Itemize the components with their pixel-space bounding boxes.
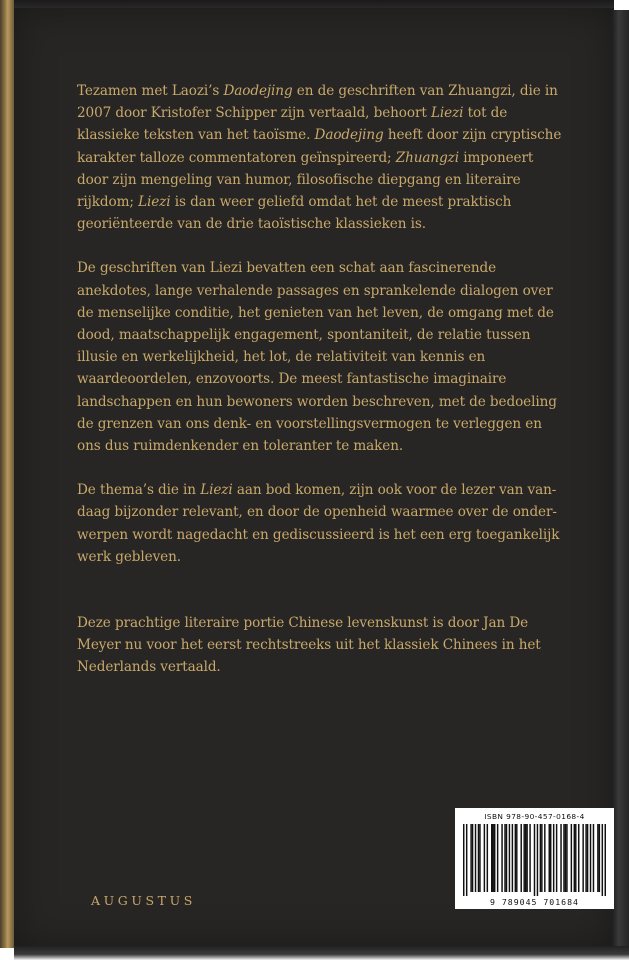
barcode-bar	[523, 824, 524, 892]
barcode-bar	[590, 824, 591, 892]
barcode-bar	[525, 824, 526, 892]
barcode-bar	[501, 824, 502, 892]
barcode-bar	[587, 824, 588, 892]
publisher-name: AUGUSTUS	[91, 893, 196, 908]
barcode-bar	[534, 824, 535, 896]
barcode-bar	[550, 824, 551, 892]
barcode-bar	[565, 824, 566, 892]
barcode-bar	[470, 824, 471, 892]
barcode-bar	[599, 824, 600, 892]
barcode-bar	[560, 824, 561, 892]
isbn-barcode	[455, 808, 614, 909]
barcode-bar	[556, 824, 557, 892]
barcode-bar	[475, 824, 476, 892]
barcode-bar	[566, 824, 567, 892]
barcode-bar	[582, 824, 583, 892]
book-spine-edge	[0, 0, 14, 948]
barcode-bar	[472, 824, 473, 892]
barcode-bar	[540, 824, 541, 892]
title-daodejing: Daodejing	[314, 127, 384, 144]
barcode-bar	[574, 824, 575, 892]
barcode-bar	[605, 824, 606, 896]
barcode-bar	[602, 824, 603, 896]
blurb-paragraph-2: De geschriften van Liezi bevatten een schat aan fascinerende anekdotes, lange verhalende passages en sprankelende dialogen over de menselijke conditie, het genieten van het leven, de omgang met de dood, maatschappelijk engagement, spontaniteit, de relatie tussen illusie en werkelijkheid, het lot, de relativiteit van kennis en waardeoordelen, enzovoorts. De meest fantastische imaginaire landschappen en hun bewoners worden beschreven, met de bedoeling de grenzen van ons denk- en voorstellingsvermogen te verleggen en ons dus ruimdenkender en toleranter te maken.	[77, 260, 557, 455]
book-bottom-edge	[14, 946, 629, 960]
barcode-bar	[585, 824, 586, 892]
isbn-label: ISBN 978-90-457-0168-4	[484, 812, 585, 821]
barcode-bar	[593, 824, 594, 892]
barcode-bar	[553, 824, 554, 892]
blurb-paragraph-3: De thema’s die in Liezi aan bod komen, zijn ook voor de lezer van vandaag bijzonder relevant, en door de openheid waarmee over de onderwerpen wordt nagedacht en gediscussieerd is het een erg toegankelijk werk gebleven.	[77, 482, 560, 565]
title-liezi: Liezi	[430, 105, 464, 122]
barcode-bar	[497, 824, 498, 892]
barcode-bar	[478, 824, 479, 892]
barcode-bar	[487, 824, 488, 892]
title-liezi: Liezi	[138, 194, 171, 211]
barcode-bar	[509, 824, 510, 892]
barcode-bar	[515, 824, 516, 892]
barcode-bar	[491, 824, 492, 892]
barcode-bar	[529, 824, 530, 892]
barcode-bar	[575, 824, 576, 892]
barcode-bar	[563, 824, 564, 892]
blurb-paragraph-4: Deze prachtige literaire portie Chinese levenskunst is door Jan De Meyer nu voor het eerst rechtstreeks uit het klassiek Chinees in het Nederlands vertaald.	[77, 615, 541, 676]
barcode-bar	[578, 824, 579, 892]
barcode-bar	[492, 824, 493, 892]
blurb-paragraph-1: Tezamen met Laozi’s Daodejing en de geschriften van Zhuangzi, die in 2007 door Kristofer Schipper zijn vertaald, behoort Liezi tot de klassieke teksten van het taoïsme. Daodejing heeft door zijn cryptische karakter talloze commentatoren geïnspireerd; Zhuangzi imponeert door zijn mengeling van humor, filosofische diepgang en literaire rijkdom; Liezi is dan weer geliefd omdat het de meest praktisch georiënteerde van de drie taoïstische klassieken is.	[77, 83, 562, 233]
title-liezi: Liezi	[200, 482, 233, 499]
back-cover-blurb	[77, 80, 567, 701]
book-right-edge	[612, 10, 629, 950]
title-daodejing: Daodejing	[223, 83, 293, 99]
barcode-bar	[541, 824, 542, 892]
barcode-bar	[549, 824, 550, 892]
barcode-bar	[516, 824, 517, 892]
barcode-bar	[597, 824, 598, 892]
barcode-bar	[512, 824, 513, 892]
barcode-bar	[494, 824, 495, 892]
barcode-bar	[520, 824, 521, 892]
barcode-bar	[544, 824, 545, 892]
barcode-bar	[504, 824, 505, 892]
barcode-bar	[571, 824, 572, 892]
barcode-bar	[537, 824, 538, 896]
title-zhuangzi: Zhuangzi	[395, 149, 459, 166]
barcode-bar	[484, 824, 485, 892]
barcode-bars	[463, 824, 606, 896]
ean-number: 9 789045 701684	[490, 897, 579, 907]
barcode-bar	[506, 824, 507, 892]
barcode-bar	[479, 824, 480, 892]
barcode-bar	[463, 824, 464, 896]
barcode-bar	[466, 824, 467, 896]
barcode-bar	[526, 824, 527, 892]
